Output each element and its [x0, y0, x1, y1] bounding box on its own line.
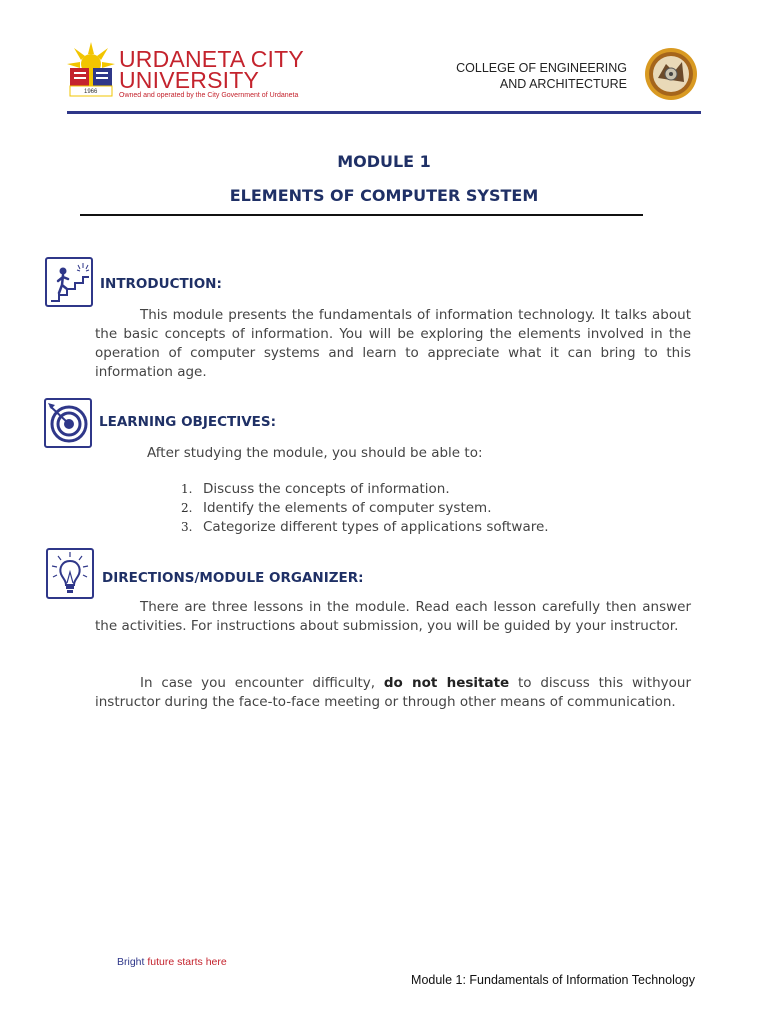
footer-tagline	[117, 956, 227, 968]
list-item-number: 3.	[181, 520, 193, 534]
lightbulb-icon	[48, 550, 92, 597]
list-item-text: Identify the elements of computer system.	[203, 500, 492, 516]
directions-heading: DIRECTIONS/MODULE ORGANIZER:	[102, 570, 364, 586]
directions-icon-box	[46, 548, 94, 599]
college-line1: COLLEGE OF ENGINEERING	[456, 61, 627, 75]
university-subtitle: Owned and operated by the City Government of Urdaneta	[119, 92, 299, 99]
logo-year: 1966	[84, 89, 98, 95]
introduction-heading: INTRODUCTION:	[100, 276, 222, 292]
list-item-text: Categorize different types of applications software.	[203, 519, 549, 535]
objectives-icon-box	[44, 398, 92, 448]
footer-module-label: Module 1: Fundamentals of Information Technology	[411, 973, 695, 987]
header-divider	[67, 111, 701, 114]
module-number: MODULE 1	[337, 152, 431, 171]
university-logo	[66, 40, 116, 98]
module-title: ELEMENTS OF COMPUTER SYSTEM	[229, 186, 539, 205]
college-name	[387, 60, 627, 92]
introduction-icon-box	[45, 257, 93, 307]
tagline-rest: future starts here	[144, 956, 227, 968]
objectives-lead: After studying the module, you should be able to:	[147, 445, 483, 461]
introduction-text	[95, 306, 691, 382]
directions-paragraph-2	[95, 674, 691, 712]
list-item-text: Discuss the concepts of information.	[203, 481, 450, 497]
objectives-list	[181, 481, 701, 538]
directions-text-2a: In case you encounter difficulty,	[140, 675, 384, 691]
list-item	[181, 481, 701, 500]
directions-text-2b: to discuss this withyour instructor during the face-to-face meeting or through other means of communication.	[95, 675, 692, 710]
university-name-line2: UNIVERSITY	[119, 67, 260, 93]
university-name-line1: URDANETA CITY	[119, 46, 304, 72]
introduction-paragraph: This module presents the fundamentals of information technology. It talks about the basic concepts of information. You will be exploring the elements involved in the operation of computer systems and learn to appreciate what it can bring to this information age.	[95, 307, 691, 380]
list-item	[181, 519, 701, 538]
list-item	[181, 500, 701, 519]
directions-paragraph-1	[95, 598, 691, 636]
tagline-word-bright: Bright	[117, 956, 145, 968]
list-item-number: 1.	[181, 482, 193, 496]
directions-text-1: There are three lessons in the module. Read each lesson carefully then answer the activities. For instructions about submission, you will be guided by your instructor.	[95, 599, 691, 634]
list-item-number: 2.	[181, 501, 193, 515]
stairs-climber-icon	[47, 259, 91, 305]
college-seal	[644, 46, 698, 102]
title-underline	[80, 214, 643, 216]
target-icon	[46, 400, 90, 446]
college-line2: AND ARCHITECTURE	[499, 77, 627, 91]
directions-text-2-bold: do not hesitate	[383, 675, 510, 691]
objectives-heading: LEARNING OBJECTIVES:	[99, 414, 277, 430]
